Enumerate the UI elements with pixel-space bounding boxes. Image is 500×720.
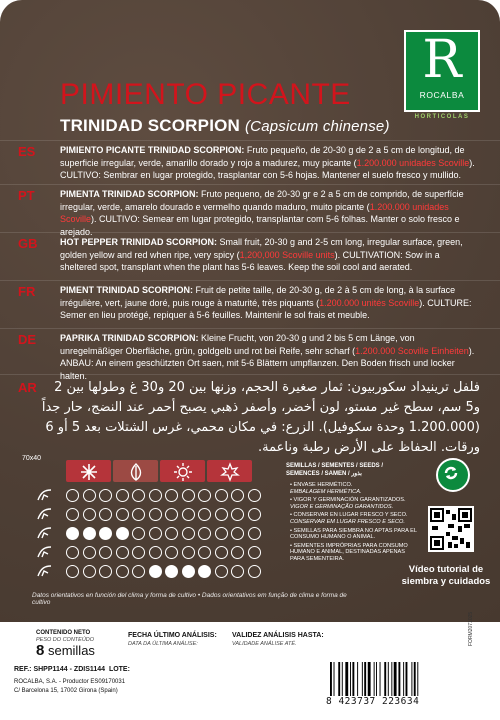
lang-code-fr: FR bbox=[18, 284, 36, 299]
calendar-cell bbox=[99, 508, 112, 521]
calendar-cell bbox=[198, 565, 211, 578]
sowing-icon bbox=[36, 488, 54, 502]
product-title: PIMIENTO PICANTE bbox=[60, 78, 351, 111]
calendar-cell bbox=[132, 565, 145, 578]
winter-icon bbox=[66, 460, 111, 482]
calendar-cell bbox=[231, 527, 244, 540]
seeds-info-item: • SEMENTES IMPRÓPRIAS PARA CONSUMO HUMANO E ANIMAL, DESTINADAS APENAS PARA SEMENTEIRA. bbox=[290, 542, 408, 562]
lang-code-pt: PT bbox=[18, 188, 35, 203]
calendar-cell bbox=[116, 489, 129, 502]
calendar-cell bbox=[99, 527, 112, 540]
calendar-cell bbox=[83, 508, 96, 521]
calendar-cell bbox=[149, 546, 162, 559]
calendar-cell bbox=[248, 508, 261, 521]
calendar-cell bbox=[83, 527, 96, 540]
summer-icon bbox=[160, 460, 205, 482]
calendar-cell bbox=[165, 546, 178, 559]
calendar-cell bbox=[215, 508, 228, 521]
calendar-cell bbox=[231, 489, 244, 502]
calendar-cell bbox=[116, 546, 129, 559]
seeds-info-item: • SEMILLAS PARA SIEMBRA NO APTAS PARA EL CONSUMO HUMANO O ANIMAL. bbox=[290, 527, 417, 541]
calendar-cell bbox=[248, 527, 261, 540]
calendar-cell bbox=[248, 546, 261, 559]
description-fr: PIMENT TRINIDAD SCORPION: Fruit de petite taille, de 20-30 g, de 2 à 5 cm de long, à la surface irrégulière, vert, jaune doré, puis rouge à maturité, très piquants (1.200.000 unités Scoville). CULTURE: Semer en lieu protégé, repiquer à 5-6 feuilles. Maintenir le sol frais et meuble. bbox=[60, 285, 472, 320]
calendar-cell bbox=[66, 546, 79, 559]
seeds-info-item: • CONSERVAR EN LUGAR FRESCO Y SECO. CONSERVAR EM LUGAR FRESCO E SECO. bbox=[290, 512, 408, 525]
growth-icon bbox=[36, 545, 54, 559]
calendar-cell bbox=[149, 508, 162, 521]
calendar-cell bbox=[132, 546, 145, 559]
calendar-cell bbox=[99, 489, 112, 502]
calendar-cell bbox=[83, 489, 96, 502]
seedbed-icon bbox=[36, 507, 54, 521]
calendar-cell bbox=[182, 508, 195, 521]
analysis-date-label: FECHA ÚLTIMO ANÁLISIS: bbox=[128, 632, 217, 639]
description-ar: فلفل ترينيداد سكوربيون: ثمار صغيرة الحجم، وزنها بين 20 و30 غ وطولها بين 2 و5 سم، سطح غير مستو، لون أخضر، وأصفر ذهبي يصبح أحمر عند النضج، حار جداً (1.200.000 وحدة سكوفيل). الزرع: في مكان محمي، غرس الشتلات بعد 5 أو 6 ورقات. الحفاظ على الأرض رطبة وناعمة. bbox=[41, 380, 480, 455]
lang-code-gb: GB bbox=[18, 236, 38, 251]
validity-label-pt: VALIDADE ANÁLISE ATÉ. bbox=[232, 641, 297, 647]
calendar-cell bbox=[66, 527, 79, 540]
calendar-cell bbox=[132, 508, 145, 521]
variety-name: TRINIDAD SCORPION (Capsicum chinense) bbox=[60, 116, 390, 135]
calendar-cell bbox=[132, 527, 145, 540]
rocalba-logo: R ROCALBA bbox=[404, 30, 480, 112]
analysis-date-label-pt: DATA DA ÚLTIMA ANÁLISE: bbox=[128, 641, 198, 647]
calendar-cell bbox=[149, 565, 162, 578]
calendar-cell bbox=[248, 565, 261, 578]
video-tutorial-label[interactable]: Vídeo tutorial de siembra y cuidados bbox=[401, 564, 491, 587]
divider bbox=[0, 280, 500, 281]
calendar-cell bbox=[198, 508, 211, 521]
calendar-cell bbox=[198, 489, 211, 502]
calendar-cell bbox=[83, 565, 96, 578]
calendar-cell bbox=[215, 527, 228, 540]
spring-icon bbox=[113, 460, 158, 482]
calendar-cell bbox=[99, 565, 112, 578]
calendar-cell bbox=[83, 546, 96, 559]
harvest-icon bbox=[36, 564, 54, 578]
calendar-cell bbox=[116, 527, 129, 540]
barcode-number: 8 423737 223634 bbox=[326, 696, 420, 707]
calendar-cell bbox=[116, 508, 129, 521]
calendar-cell bbox=[165, 527, 178, 540]
net-content: 8 semillas bbox=[36, 642, 95, 659]
calendar-cell bbox=[182, 565, 195, 578]
brand-tagline: HORTICOLAS bbox=[414, 114, 470, 120]
calendar-cell bbox=[231, 565, 244, 578]
calendar-cell bbox=[132, 489, 145, 502]
description-pt: PIMENTA TRINIDAD SCORPION: Fruto pequeno, de 20-30 gr e 2 a 5 cm de comprido, de superfície irregular, verde, amarelo dourado e vermelho quando maduro, muito picante (1.200.000 unidades Scoville). CULTIVO: Semear em lugar protegido, transplantar com 5-6 folhas. Manter o solo fresco e arejado. bbox=[60, 189, 464, 237]
calendar-cell bbox=[198, 546, 211, 559]
lang-code-ar: AR bbox=[18, 380, 37, 395]
seeds-info-item: • VIGOR Y GERMINACIÓN GARANTIZADOS. VIGOR E GERMINAÇÃO GARANTIDOS. bbox=[290, 497, 406, 510]
calendar-cell bbox=[66, 565, 79, 578]
calendar-cell bbox=[215, 489, 228, 502]
transplant-icon bbox=[36, 526, 54, 540]
recycle-icon bbox=[436, 458, 470, 492]
calendar-cell bbox=[215, 546, 228, 559]
calendar-cell bbox=[198, 527, 211, 540]
description-de: PAPRIKA TRINIDAD SCORPION: Kleine Frucht, von 20-30 g und 2 bis 5 cm Länge, von unregelmäßiger Oberfläche, grün, goldgelb und rot bei Reife, sehr scharf (1.200.000 Scoville Einheiten). ANBAU: An einem geschützten Ort saen, mit 5-6 Blättern umpflanzen. Den Boden frisch und locker halten. bbox=[60, 333, 475, 381]
validity-label: VALIDEZ ANÁLISIS HASTA: bbox=[232, 632, 324, 639]
description-es: PIMIENTO PICANTE TRINIDAD SCORPION: Fruto pequeño, de 20-30 g de 2 a 5 cm de longitud, de superficie irregular, verde, amarillo dorado y rojo a madurez, muy picante (1.200.000 unidades Scoville). CULTIVO: Sembrar en lugar protegido, trasplantar con 5-6 hojas. Mantener el suelo fresco y mullido. bbox=[60, 145, 475, 180]
calendar-cell bbox=[149, 527, 162, 540]
producer-address: ROCALBA, S.A. - Productor ES09170031 C/ Barcelona 15, 17002 Girona (Spain) bbox=[14, 679, 126, 694]
calendar-cell bbox=[99, 546, 112, 559]
calendar-cell bbox=[165, 508, 178, 521]
barcode-icon bbox=[330, 662, 450, 696]
reference-code: REF.: SHPP1144 - ZDIS1144 LOTE: bbox=[14, 666, 130, 673]
calendar-note: Datos orientativos en función del clima y forma de cultivo • Dados orientativos em função de clima e forma de cultivo bbox=[32, 592, 347, 606]
qr-code-icon[interactable] bbox=[428, 506, 474, 552]
calendar-cell bbox=[66, 489, 79, 502]
content-label-pt: PESO DO CONTEÚDO bbox=[36, 637, 95, 643]
calendar-cell bbox=[182, 527, 195, 540]
divider bbox=[0, 328, 500, 329]
calendar-cell bbox=[231, 546, 244, 559]
form-code: FORM2071025 bbox=[468, 611, 474, 646]
divider bbox=[0, 374, 500, 375]
seeds-info-item: • ENVASE HERMÉTICO. EMBALAGEM HERMÉTICA. bbox=[290, 482, 362, 495]
cultivation-calendar bbox=[14, 454, 278, 588]
divider bbox=[0, 232, 500, 233]
spacing-label: 70x40 bbox=[22, 455, 42, 462]
calendar-cell bbox=[248, 489, 261, 502]
calendar-cell bbox=[165, 489, 178, 502]
calendar-cell bbox=[116, 565, 129, 578]
lang-code-de: DE bbox=[18, 332, 37, 347]
content-label: CONTENIDO NETO bbox=[36, 630, 91, 636]
calendar-cell bbox=[182, 489, 195, 502]
autumn-icon bbox=[207, 460, 252, 482]
seeds-info-list bbox=[290, 482, 420, 565]
divider bbox=[0, 184, 500, 185]
calendar-cell bbox=[165, 565, 178, 578]
seeds-heading: SEMILLAS / SEMENTES / SEEDS / SEMENCES / SAMEN / بذور bbox=[286, 463, 384, 477]
calendar-cell bbox=[182, 546, 195, 559]
calendar-cell bbox=[231, 508, 244, 521]
lang-code-es: ES bbox=[18, 144, 36, 159]
description-gb: HOT PEPPER TRINIDAD SCORPION: Small fruit, 20-30 g and 2-5 cm long, irregular surface, green, golden yellow and red when ripe, very spicy (1,200,000 Scoville units). CULTIVATION: Sow in a sheltered spot, transplant when the plant has 5-6 leaves. Keep the soil cool and aerated. bbox=[60, 237, 463, 272]
calendar-cell bbox=[215, 565, 228, 578]
divider bbox=[0, 140, 500, 141]
calendar-cell bbox=[66, 508, 79, 521]
calendar-cell bbox=[149, 489, 162, 502]
packet-footer bbox=[0, 622, 500, 720]
